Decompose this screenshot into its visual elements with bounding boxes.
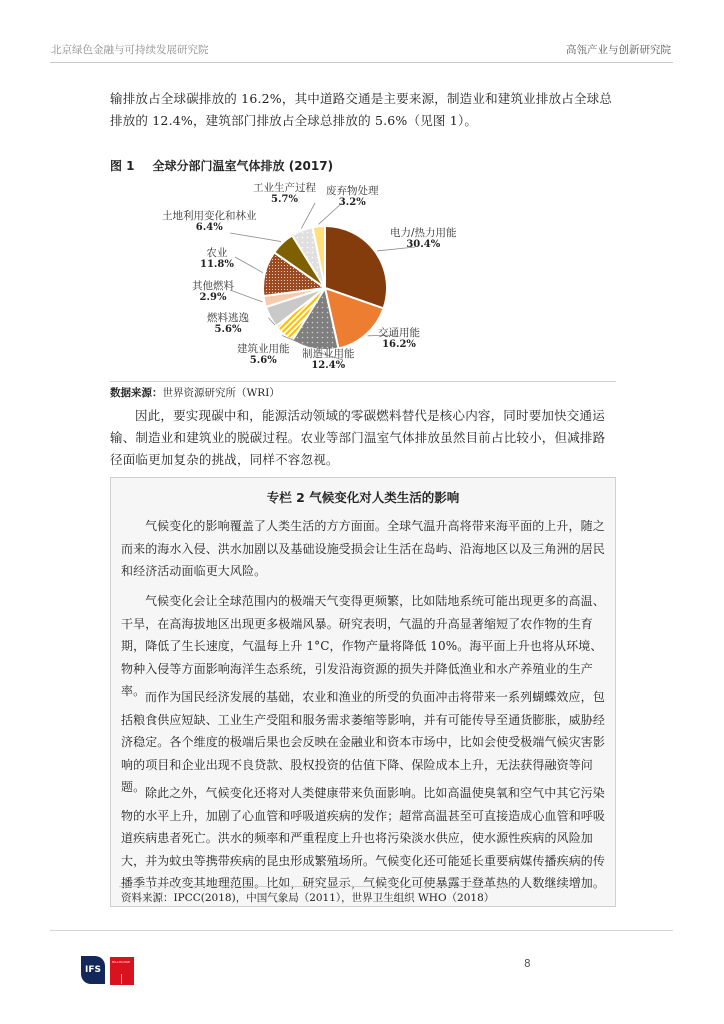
page-header xyxy=(50,40,673,63)
box-paragraph: 气候变化的影响覆盖了人类生活的方方面面。全球气温升高将带来海平面的上升，随之而来的海水入侵、洪水加剧以及基础设施受损会让生活在岛屿、沿海地区以及三角洲的居民和经济活动面临更大风险。 xyxy=(121,519,606,578)
label-land-use: 土地利用变化和林业 6.4% xyxy=(162,210,257,233)
box-title: 专栏 2 气候变化对人类生活的影响 xyxy=(266,490,460,505)
label-other-fuel: 其他燃料 2.9% xyxy=(192,280,234,303)
figure-divider xyxy=(110,381,616,382)
figure-title xyxy=(110,157,333,174)
label-industrial-process: 工业生产过程 5.7% xyxy=(253,182,316,205)
paragraph-intro: 输排放占全球碳排放的 16.2%，其中道路交通是主要来源，制造业和建筑业排放占全球总排放的 12.4%，建筑部门排放占全球总排放的 5.6%（见图 1）。 xyxy=(110,91,613,128)
figure-source: 数据来源：世界资源研究所（WRI） xyxy=(110,387,280,399)
figure-number: 图 1 xyxy=(110,159,135,173)
label-agriculture: 农业 11.8% xyxy=(200,247,234,270)
header-org-left: 北京绿色金融与可持续发展研究院 xyxy=(51,44,209,56)
box-source: 资料来源：IPCC(2018)，中国气象局（2011），世界卫生组织 WHO（2018） xyxy=(121,892,495,904)
label-manufacturing: 制造业用能 12.4% xyxy=(302,348,355,371)
page-number: 8 xyxy=(524,958,531,970)
label-power-heat: 电力/热力用能 30.4% xyxy=(390,227,457,250)
figure-caption: 全球分部门温室气体排放 (2017) xyxy=(152,159,334,173)
ifs-logo: IFS xyxy=(81,956,105,984)
label-transport: 交通用能 16.2% xyxy=(378,327,420,350)
paragraph-conclusion: 因此，要实现碳中和，能源活动领域的零碳燃料替代是核心内容，同时要加快交通运输、制造业和建筑业的脱碳过程。农业等部门温室气体排放虽然目前占比较小，但减排路径面临更加复杂的挑战，同样不容忽视。 xyxy=(110,408,606,467)
box-paragraph: 除此之外，气候变化还将对人类健康带来负面影响。比如高温使臭氧和空气中其它污染物的水平上升，加剧了心血管和呼吸道疾病的发作；超常高温甚至可直接造成心血管和呼吸道疾病患者死亡。洪水的频率和严重程度上升也将污染淡水供应，使水源性疾病的风险加大，并为蚊虫等携带疾病的昆虫形成繁殖场所。气候变化还可能延长重要病媒传播疾病的传播季节并改变其地理范围。比如，研究显示，气候变化可使暴露于登革热的人数继续增加。 xyxy=(121,786,606,890)
label-fugitive: 燃料逃逸 5.6% xyxy=(207,312,249,335)
footer-divider xyxy=(50,930,673,931)
pie-chart xyxy=(110,175,510,380)
hillhouse-logo: HILLHOUSE xyxy=(110,957,134,985)
sidebar-box xyxy=(110,477,616,907)
box-paragraph: 而作为国民经济发展的基础，农业和渔业的所受的负面冲击将带来一系列蝴蝶效应，包括粮食供应短缺、工业生产受阻和服务需求萎缩等影响，并有可能传导至通货膨胀，威胁经济稳定。各个维度的极端后果也会反映在金融业和资本市场中，比如会使受极端气候灾害影响的项目和企业出现不良贷款、股权投资的估值下降、保险成本上升，无法获得融资等问题。 xyxy=(121,690,606,794)
box-paragraph: 气候变化会让全球范围内的极端天气变得更频繁，比如陆地系统可能出现更多的高温、干旱，在高海拔地区出现更多极端风暴。研究表明，气温的升高显著缩短了农作物的生育期，降低了生长速度，气温每上升 1°C，作物产量将降低 10%。海平面上升也将从环境、物种入侵等方面影响海洋生态系统，引发沿海资源的损失并降低渔业和水产养殖业的生产率。 xyxy=(121,594,605,698)
label-waste: 废弃物处理 3.2% xyxy=(326,185,379,208)
label-buildings: 建筑业用能 5.6% xyxy=(237,343,290,366)
header-org-right: 高瓴产业与创新研究院 xyxy=(566,44,671,56)
box-divider xyxy=(119,886,517,887)
